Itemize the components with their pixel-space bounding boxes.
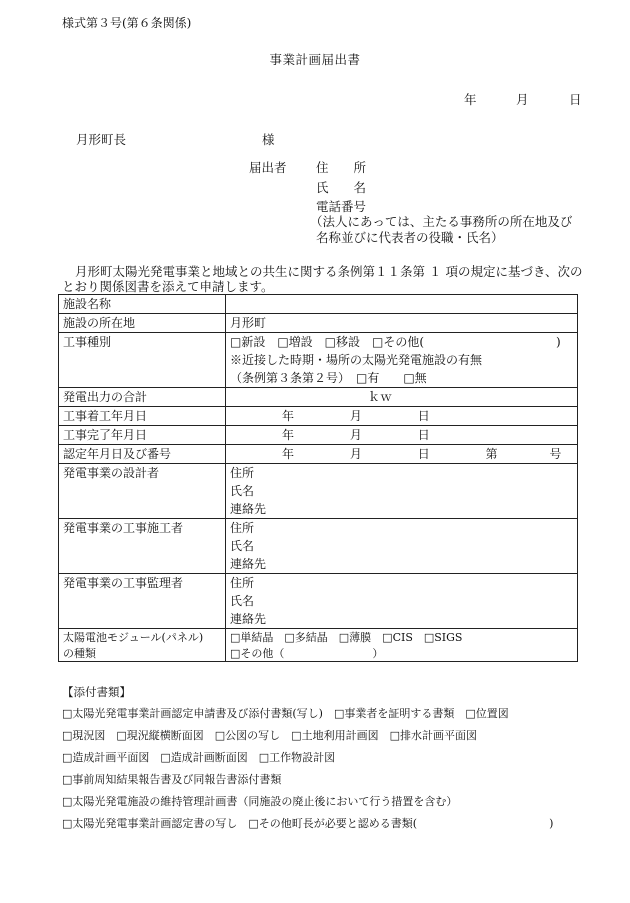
designer-label: 発電事業の設計者 xyxy=(59,464,226,519)
supervisor-address-label: 住所 xyxy=(230,576,255,590)
cert-go: 号 xyxy=(549,447,562,461)
module-type-options[interactable]: □単結晶 □多結晶 □薄膜 □CIS □SIGS xyxy=(230,631,463,644)
facility-name-field[interactable] xyxy=(226,295,578,314)
module-type-label xyxy=(59,629,226,662)
supervisor-name-label: 氏名 xyxy=(230,594,255,608)
contractor-label: 発電事業の工事施工者 xyxy=(59,519,226,574)
notifier-address-label: 住 所 xyxy=(316,160,367,175)
attachment-line[interactable]: □太陽光発電施設の維持管理計画書（同施設の廃止後において行う措置を含む） xyxy=(62,795,458,808)
start-date-field[interactable] xyxy=(226,407,578,426)
notifier-label: 届出者 xyxy=(249,160,287,175)
facility-location-label: 施設の所在地 xyxy=(59,314,226,333)
table-row xyxy=(59,629,578,662)
addressee: 月形町長 xyxy=(76,132,127,147)
table-row xyxy=(59,314,578,333)
cert-day: 日 xyxy=(417,447,430,461)
complete-date-field[interactable] xyxy=(226,426,578,445)
notifier-note-line1: （法人にあっては、主たる事務所の所在地及び xyxy=(310,214,573,229)
designer-contact-label: 連絡先 xyxy=(230,502,267,516)
facility-location-field[interactable]: 月形町 xyxy=(226,314,578,333)
table-row xyxy=(59,445,578,464)
contractor-contact-label: 連絡先 xyxy=(230,557,267,571)
output-unit: ｋｗ xyxy=(368,390,393,404)
output-total-label: 発電出力の合計 xyxy=(59,388,226,407)
module-type-field[interactable] xyxy=(226,629,578,662)
start-day: 日 xyxy=(417,409,430,423)
construction-type-label: 工事種別 xyxy=(59,333,226,388)
honorific: 様 xyxy=(262,132,275,147)
start-date-label: 工事着工年月日 xyxy=(59,407,226,426)
supervisor-field[interactable] xyxy=(226,574,578,629)
cert-year: 年 xyxy=(282,447,295,461)
cert-month: 月 xyxy=(349,447,362,461)
complete-month: 月 xyxy=(349,428,362,442)
certification-field[interactable] xyxy=(226,445,578,464)
notifier-name-label: 氏 名 xyxy=(316,180,367,195)
date-year: 年 xyxy=(464,92,477,107)
table-row xyxy=(59,295,578,314)
notifier-phone-label: 電話番号 xyxy=(316,199,367,214)
intro-text: 月形町太陽光発電事業と地域との共生に関する条例第１１条第 １ 項の規定に基づき、次のとおり関係図書を添えて申請します。 xyxy=(62,264,583,294)
module-type-label-line1: 太陽電池モジュール(パネル) xyxy=(63,631,204,644)
nearby-facility-note: ※近接した時期・場所の太陽光発電施設の有無 xyxy=(230,353,483,367)
construction-type-options[interactable]: □新設 □増設 □移設 □その他( ) xyxy=(230,335,561,349)
designer-name-label: 氏名 xyxy=(230,484,255,498)
supervisor-contact-label: 連絡先 xyxy=(230,612,267,626)
output-total-field[interactable] xyxy=(226,388,578,407)
module-type-other[interactable]: □その他（ ） xyxy=(230,647,384,660)
table-row xyxy=(59,464,578,519)
table-row xyxy=(59,407,578,426)
construction-type-field[interactable] xyxy=(226,333,578,388)
form-id: 様式第３号(第６条関係) xyxy=(62,16,192,30)
complete-year: 年 xyxy=(282,428,295,442)
page-title: 事業計画届出書 xyxy=(269,52,361,67)
table-row xyxy=(59,574,578,629)
facility-name-label: 施設名称 xyxy=(59,295,226,314)
contractor-address-label: 住所 xyxy=(230,521,255,535)
table-row xyxy=(59,426,578,445)
nearby-facility-options[interactable]: （条例第３条第２号） □有 □無 xyxy=(230,371,427,385)
module-type-label-line2: の種類 xyxy=(63,647,96,660)
supervisor-label: 発電事業の工事監理者 xyxy=(59,574,226,629)
designer-field[interactable] xyxy=(226,464,578,519)
certification-label: 認定年月日及び番号 xyxy=(59,445,226,464)
start-month: 月 xyxy=(349,409,362,423)
contractor-name-label: 氏名 xyxy=(230,539,255,553)
notifier-note-line2: 名称並びに代表者の役職・氏名） xyxy=(316,230,504,245)
designer-address-label: 住所 xyxy=(230,466,255,480)
table-row xyxy=(59,333,578,388)
complete-date-label: 工事完了年月日 xyxy=(59,426,226,445)
attachment-line[interactable]: □太陽光発電事業計画認定書の写し □その他町長が必要と認める書類( ) xyxy=(62,817,554,830)
date-month: 月 xyxy=(516,92,529,107)
application-table xyxy=(58,294,578,662)
attachment-line[interactable]: □造成計画平面図 □造成計画断面図 □工作物設計図 xyxy=(62,751,336,764)
cert-dai: 第 xyxy=(485,447,498,461)
date-day: 日 xyxy=(569,92,582,107)
complete-day: 日 xyxy=(417,428,430,442)
attachment-line[interactable]: □事前周知結果報告書及び同報告書添付書類 xyxy=(62,773,282,786)
table-row xyxy=(59,388,578,407)
attachments-heading: 【添付書類】 xyxy=(62,685,131,699)
start-year: 年 xyxy=(282,409,295,423)
attachment-line[interactable]: □現況図 □現況縦横断面図 □公図の写し □土地利用計画図 □排水計画平面図 xyxy=(62,729,477,742)
contractor-field[interactable] xyxy=(226,519,578,574)
attachment-line[interactable]: □太陽光発電事業計画認定申請書及び添付書類(写し) □事業者を証明する書類 □位置図 xyxy=(62,707,509,720)
table-row xyxy=(59,519,578,574)
